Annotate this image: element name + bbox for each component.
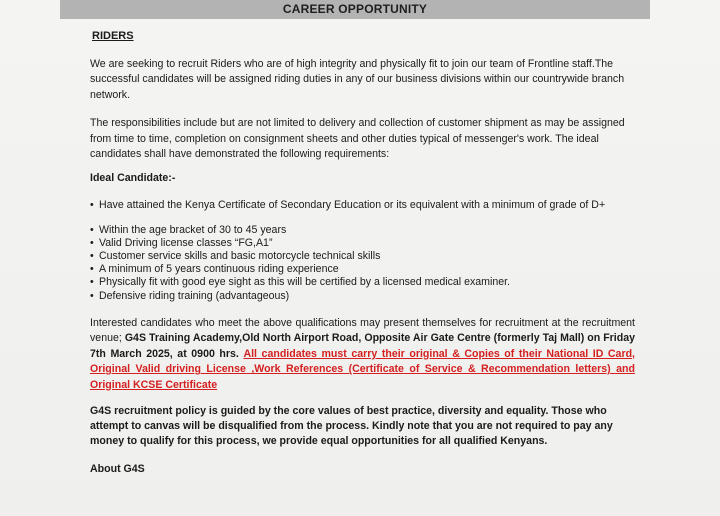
recruitment-policy: G4S recruitment policy is guided by the core values of best practice, diversity and equality. Those who attempt to canvas will be disqualified from the process. Kindly note that you are not required to pay any money to qualify for this process, we provide equal opportunities for all qualified Kenyans. (90, 405, 613, 448)
requirements-list (90, 224, 635, 303)
about-heading: About G4S (90, 463, 145, 476)
intro-paragraph: We are seeking to recruit Riders who are of high integrity and physically fit to join our team of Frontline staff.The successful candidates will be assigned riding duties in any of our business divisions within our countrywide branch network. (90, 57, 625, 101)
list-item: • Customer service skills and basic motorcycle technical skills (90, 250, 635, 263)
list-item: • Physically fit with good eye sight as this will be certified by a licensed medical examiner. (90, 276, 635, 289)
recruitment-paragraph (90, 316, 635, 394)
list-item: • A minimum of 5 years continuous riding experience (90, 263, 635, 276)
banner-title: CAREER OPPORTUNITY (60, 0, 650, 19)
section-heading-riders: RIDERS (92, 30, 134, 42)
responsibilities-paragraph: The responsibilities include but are not limited to delivery and collection of customer shipment as may be assigned from time to time, completion on consignment sheets and other duties typical of messenger's work. The ideal candidates shall have demonstrated the following requirements: (90, 117, 625, 160)
document-body (90, 29, 635, 478)
list-item-education: • Have attained the Kenya Certificate of Secondary Education or its equivalent with a minimum of grade of D+ (90, 198, 635, 214)
list-item: • Within the age bracket of 30 to 45 years (90, 224, 635, 237)
list-item: • Valid Driving license classes “FG,A1” (90, 237, 635, 250)
recruitment-venue: G4S Training Academy,Old North Airport Road, Opposite Air Gate Centre (formerly Taj Mall) on Friday 7th March 2025, at 0900 hrs. (90, 332, 635, 360)
list-item: • Defensive riding training (advantageous) (90, 290, 635, 303)
recruitment-intro: Interested candidates who meet the above qualifications may present themselves for recruitment at the recruitment venue; (90, 316, 635, 345)
ideal-candidate-heading: Ideal Candidate:- (90, 171, 176, 184)
education-list (90, 198, 635, 214)
document-requirements-notice: All candidates must carry their original & Copies of their National ID Card, Original Valid driving License ,Work References (Certificate of Service & Recommendation letters) and Original KCSE Certificate (90, 347, 635, 391)
